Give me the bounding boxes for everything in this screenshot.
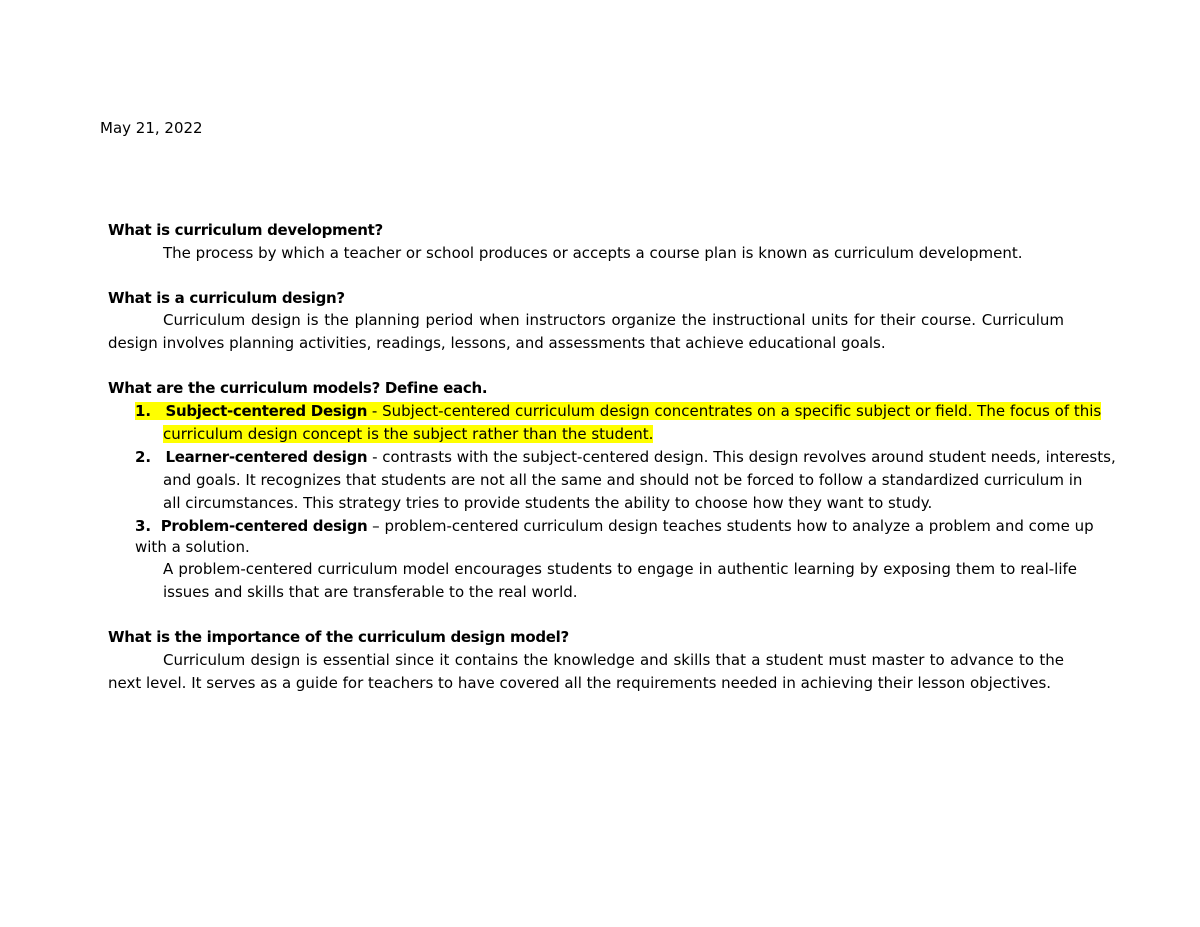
model-3-extra-2: issues and skills that are transferable to the real world. [163,583,578,601]
model-3-text-1: problem-centered curriculum design teaches students how to analyze a problem and come up [384,517,1094,535]
model-1-text-2: curriculum design concept is the subject rather than the student. [163,425,654,443]
document-date: May 21, 2022 [100,119,203,137]
model-2-term: Learner-centered design [165,448,368,466]
question-curriculum-models: What are the curriculum models? Define each. [108,379,488,397]
answer-curriculum-development: The process by which a teacher or school produces or accepts a course plan is known as curriculum development. [163,244,1023,262]
model-2-text-1: contrasts with the subject-centered design. This design revolves around student needs, interests, [382,448,1116,466]
model-2-separator: - [367,448,383,466]
model-1-term: Subject-centered Design [165,402,368,420]
question-curriculum-design: What is a curriculum design? [108,289,345,307]
model-1-number: 1. [135,402,152,420]
model-2-text-3: all circumstances. This strategy tries to provide students the ability to choose how they want to study. [163,494,933,512]
model-3-separator: – [367,517,385,535]
model-3-line-1 [135,517,1094,535]
model-3-number: 3. [135,517,152,535]
model-1-line-2 [163,425,653,443]
model-2-line-1 [135,448,1116,466]
question-importance: What is the importance of the curriculum design model? [108,628,569,646]
model-1-line-1 [135,402,1101,420]
model-2-number: 2. [135,448,152,466]
question-curriculum-development: What is curriculum development? [108,221,383,239]
model-3-term: Problem-centered design [160,517,368,535]
answer-importance: Curriculum design is essential since it contains the knowledge and skills that a student must master to advance to the next level. It serves as a guide for teachers to have covered all the requirements needed in achieving their lesson objectives. [108,651,1064,692]
model-3-extra-1: A problem-centered curriculum model encourages students to engage in authentic learning by exposing them to real-life [163,560,1077,578]
answer-curriculum-design: Curriculum design is the planning period when instructors organize the instructional units for their course. Curriculum design involves planning activities, readings, lessons, and assessments that achieve educational goals. [108,311,1064,352]
model-1-text-1: Subject-centered curriculum design concentrates on a specific subject or field. The focus of this [382,402,1102,420]
model-3-text-2: with a solution. [135,538,250,556]
model-2-text-2: and goals. It recognizes that students are not all the same and should not be forced to follow a standardized curriculum in [163,471,1083,489]
model-1-separator: - [367,402,383,420]
